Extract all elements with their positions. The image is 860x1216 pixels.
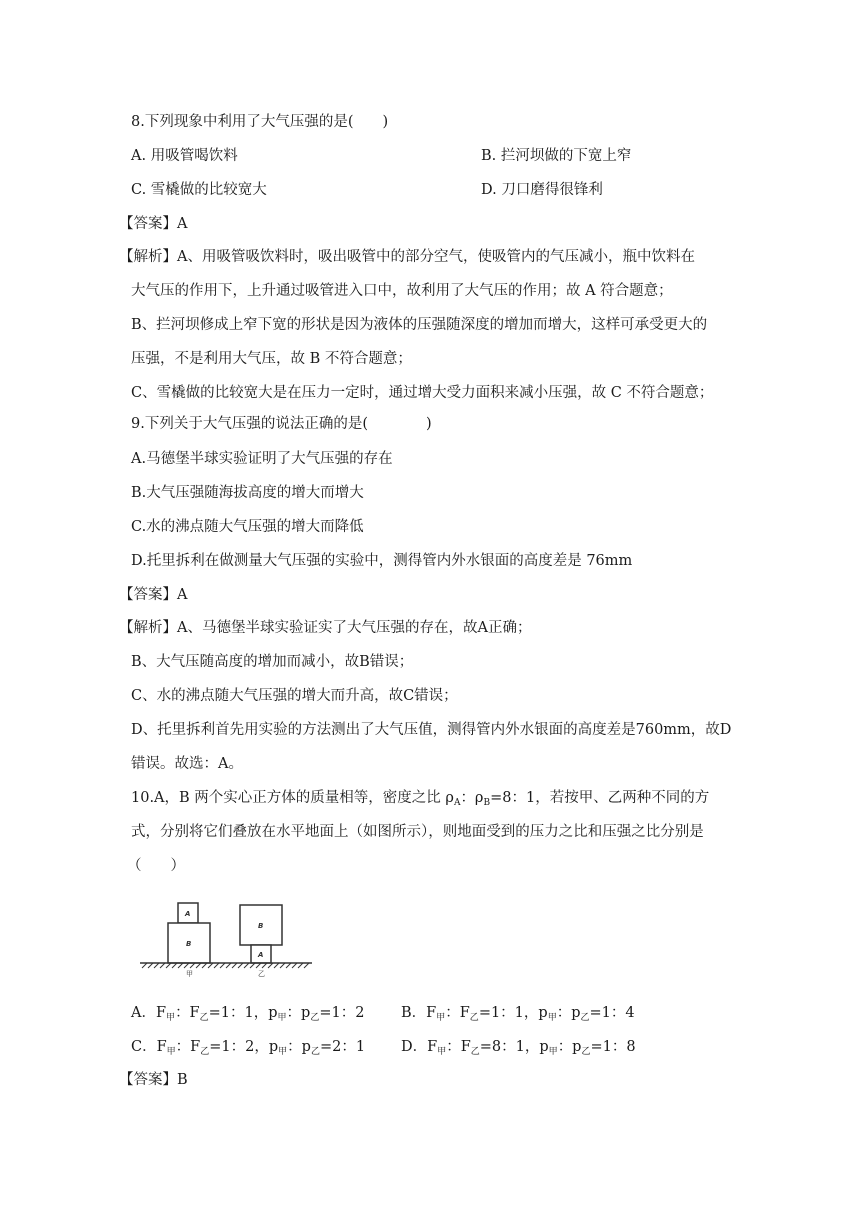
- q9-option-b: B.大气压强随海拔高度的增大而增大: [131, 485, 364, 501]
- q9-analysis-line: C、水的沸点随大气压强的增大而升高，故C错误；: [131, 688, 458, 704]
- cube-label: B: [258, 922, 264, 930]
- q10-option-b: B．$F_甲$：$F_乙=1$：1，$p_甲$：$p_乙=1$：4: [401, 1005, 635, 1023]
- q9-stem: 9.下列关于大气压强的说法正确的是( ): [131, 416, 432, 432]
- figure-label-yi: 乙: [258, 970, 265, 977]
- q8-analysis-line: 大气压的作用下，上升通过吸管进入口中，故利用了大气压的作用；故 A 符合题意；: [131, 283, 673, 299]
- cube-label: B: [186, 940, 192, 948]
- q8-analysis-line: B、拦河坝修成上窄下宽的形状是因为液体的压强随深度的增加而增大，这样可承受更大的: [131, 317, 708, 333]
- q10-answer: 【答案】B: [119, 1072, 188, 1088]
- q9-answer: 【答案】A: [119, 587, 188, 603]
- q9-option-d: D.托里拆利在做测量大气压强的实验中，测得管内外水银面的高度差是 76mm: [131, 553, 633, 569]
- q9-analysis-line: D、托里拆利首先用实验的方法测出了大气压值，测得管内外水银面的高度差是760mm，故D: [131, 722, 732, 738]
- cube-label: A: [258, 951, 264, 959]
- q10-option-a: A．$F_甲$：$F_乙=1$：1，$p_甲$：$p_乙=1$：2: [131, 1005, 365, 1023]
- q9-option-a: A.马德堡半球实验证明了大气压强的存在: [131, 451, 393, 467]
- q8-option-c: C. 雪橇做的比较宽大: [131, 182, 267, 198]
- q10-option-c: C．$F_甲$：$F_乙=1$：2，$p_甲$：$p_乙=2$：1: [131, 1039, 366, 1057]
- q8-option-a: A. 用吸管喝饮料: [131, 148, 238, 164]
- q8-analysis-line: 压强，不是利用大气压，故 B 不符合题意；: [131, 351, 412, 367]
- q8-answer: 【答案】A: [119, 216, 188, 232]
- q9-analysis-line: B、大气压随高度的增加而减小，故B错误；: [131, 654, 414, 670]
- q9-option-c: C.水的沸点随大气压强的增大而降低: [131, 519, 364, 535]
- q10-stem-line-3: （ ）: [127, 858, 185, 874]
- stacked-cubes-figure: [136, 895, 316, 977]
- q10-option-d: D．$F_甲$：$F_乙=8$：1，$p_甲$：$p_乙=1$：8: [401, 1039, 636, 1057]
- q10-stem-line-2: 式，分别将它们叠放在水平地面上（如图所示），则地面受到的压力之比和压强之比分别是: [131, 824, 704, 840]
- q8-option-b: B. 拦河坝做的下宽上窄: [481, 148, 632, 164]
- q10-stem-line-1: 10.A，B 两个实心正方体的质量相等，密度之比 $\rho_A$：$\rho_B=8$：1，若按甲、乙两种不同的方: [131, 790, 710, 808]
- figure-label-jia: 甲: [186, 970, 193, 977]
- q8-stem: 8.下列现象中利用了大气压强的是( ): [131, 114, 389, 130]
- q8-analysis-line: C、雪橇做的比较宽大是在压力一定时，通过增大受力面积来减小压强，故 C 不符合题意；: [131, 385, 714, 401]
- q8-analysis-line: 【解析】A、用吸管吸饮料时，吸出吸管中的部分空气，使吸管内的气压减小，瓶中饮料在: [119, 249, 695, 265]
- q9-analysis-line: 【解析】A、马德堡半球实验证实了大气压强的存在，故A正确；: [119, 620, 532, 636]
- q8-option-d: D. 刀口磨得很锋利: [481, 182, 603, 198]
- cube-label: A: [185, 910, 191, 918]
- q9-analysis-line: 错误。故选：A。: [131, 756, 243, 772]
